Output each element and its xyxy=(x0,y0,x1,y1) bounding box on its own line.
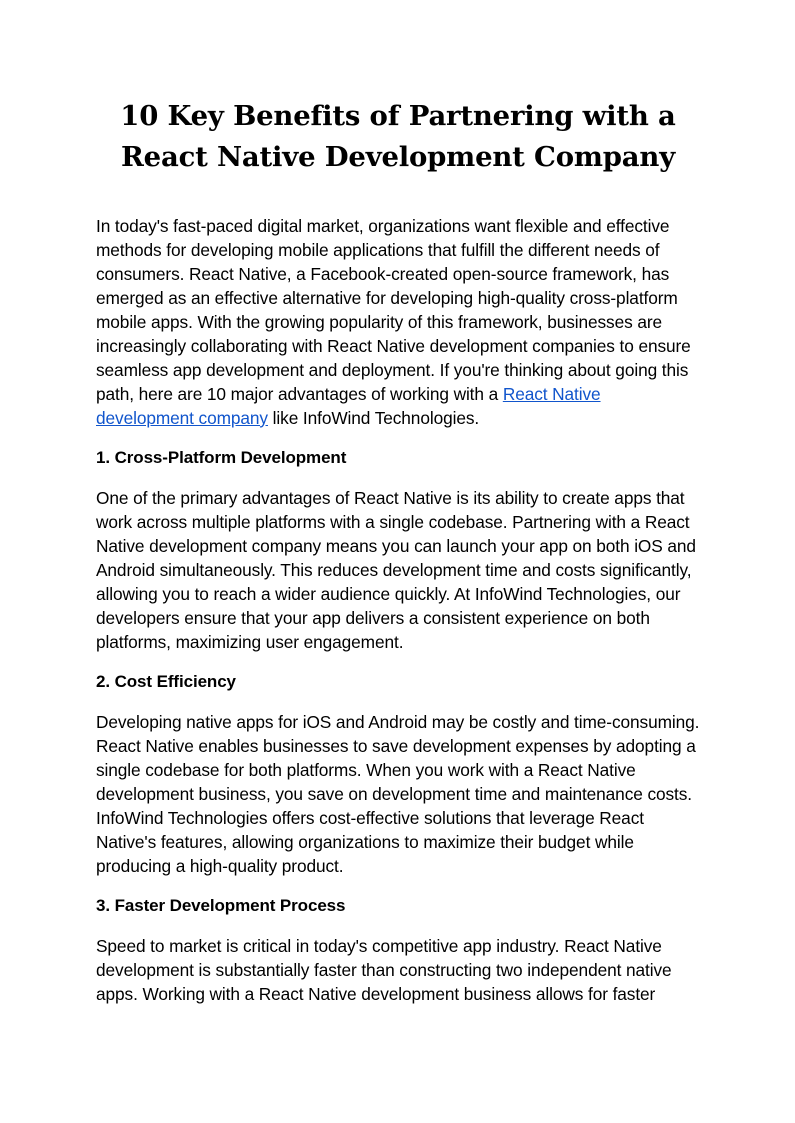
section-faster-development xyxy=(96,894,700,1006)
react-native-company-link[interactable]: React Native development company xyxy=(96,384,601,428)
section-body: Developing native apps for iOS and Android may be costly and time-consuming. React Native enables businesses to save development expenses by adopting a single codebase for both platforms. When you work with a React Native development business, you save on development time and maintenance costs. InfoWind Technologies offers cost-effective solutions that leverage React Native's features, allowing organizations to maximize their budget while producing a high-quality product. xyxy=(96,712,700,876)
intro-paragraph xyxy=(96,214,700,430)
document-page xyxy=(96,96,700,1006)
section-body: One of the primary advantages of React Native is its ability to create apps that work across multiple platforms with a single codebase. Partnering with a React Native development company means you can launch your app on both iOS and Android simultaneously. This reduces development time and costs significantly, allowing you to reach a wider audience quickly. At InfoWind Technologies, our developers ensure that your app delivers a consistent experience on both platforms, maximizing user engagement. xyxy=(96,488,696,652)
intro-text-after-link: like InfoWind Technologies. xyxy=(267,408,480,428)
section-heading: 3. Faster Development Process xyxy=(96,896,346,915)
section-heading: 1. Cross-Platform Development xyxy=(96,448,347,467)
section-heading: 2. Cost Efficiency xyxy=(96,672,236,691)
section-cost-efficiency xyxy=(96,670,700,878)
document-title: 10 Key Benefits of Partnering with a React Native Development Company xyxy=(120,100,676,173)
section-body: Speed to market is critical in today's competitive app industry. React Native development is substantially faster than constructing two independent native apps. Working with a React Native development business allows for faster xyxy=(96,936,672,1004)
section-cross-platform xyxy=(96,446,700,654)
intro-text-before-link: In today's fast-paced digital market, organizations want flexible and effective methods for developing mobile applications that fulfill the different needs of consumers. React Native, a Facebook-created open-source framework, has emerged as an effective alternative for developing high-quality cross-platform mobile apps. With the growing popularity of this framework, businesses are increasingly collaborating with React Native development companies to ensure seamless app development and deployment. If you're thinking about going this path, here are 10 major advantages of working with a xyxy=(96,216,691,404)
